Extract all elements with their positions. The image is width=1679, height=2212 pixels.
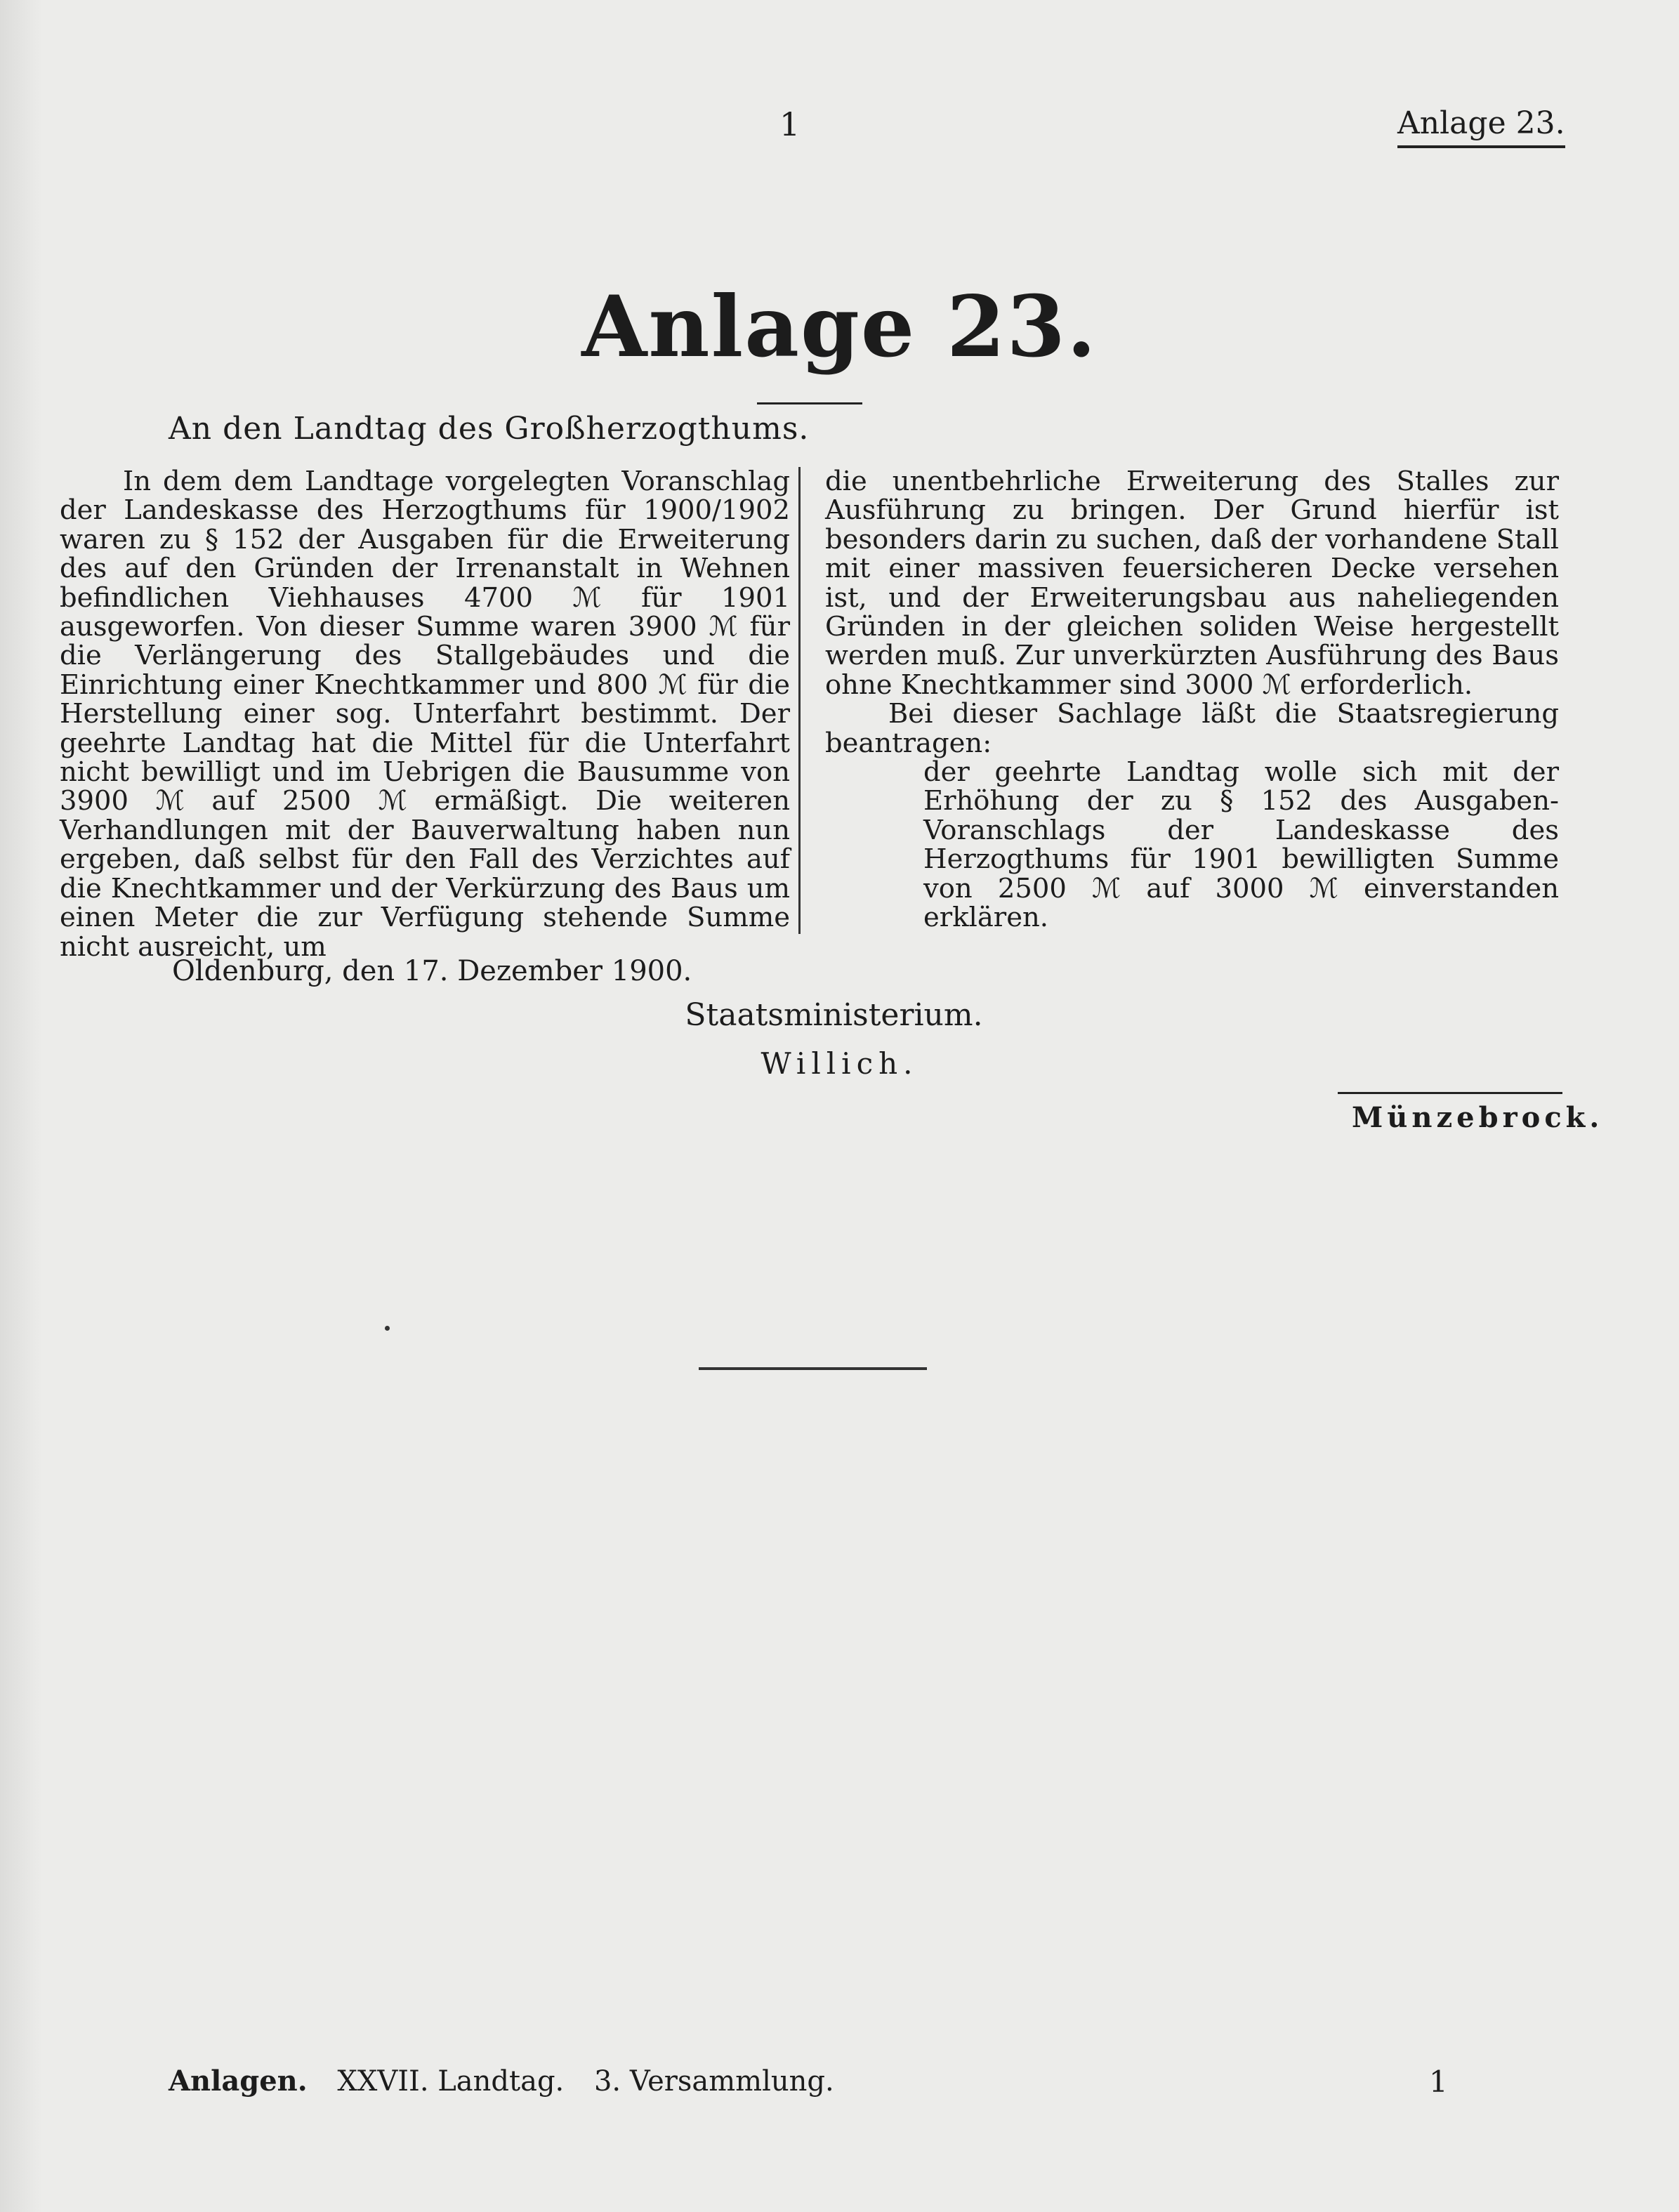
footer-session: 3. Versammlung. bbox=[593, 2065, 834, 2098]
footer-series: Anlagen. bbox=[169, 2065, 308, 2098]
document-title: Anlage 23. bbox=[581, 277, 1098, 376]
footer-assembly: XXVII. Landtag. bbox=[337, 2065, 565, 2098]
motion-text: der geehrte Landtag wolle sich mit der Erhöhung der zu § 152 des Ausgaben-Voranschlags der Landeskasse des Herzogthums für 1901 bewilligten Summe von 2500 ℳ auf 3000 ℳ einverstanden erklären. bbox=[923, 756, 1559, 934]
ink-speck bbox=[385, 1326, 390, 1331]
header-page-number: 1 bbox=[779, 105, 801, 143]
signature-minister: Willich. bbox=[761, 1046, 918, 1081]
body-paragraph-right-2: Bei dieser Sachlage läßt die Staatsregierung beantragen: bbox=[825, 698, 1559, 759]
header-annex-label: Anlage 23. bbox=[1397, 105, 1565, 148]
signature-ministry bbox=[0, 997, 1679, 1033]
body-paragraph-left: In dem dem Landtage vorgelegten Voranschlag der Landeskasse des Herzogthums für 1900/1902 waren zu § 152 der Ausgaben für die Erweiterung des auf den Gründen der Irrenanstalt in Wehnen befindlichen Viehhauses 4700 ℳ für 1901 ausgeworfen. Von dieser Summe waren 3900 ℳ für die Verlängerung des Stallgebäudes und die Einrichtung einer Knechtkammer und 800 ℳ für die Herstellung einer sog. Unterfahrt bestimmt. Der geehrte Landtag hat die Mittel für die Unterfahrt nicht bewilligt und im Uebrigen die Bausumme von 3900 ℳ auf 2500 ℳ ermäßigt. Die weiteren Verhandlungen mit der Bauverwaltung haben nun ergeben, daß selbst für den Fall des Verzichtes auf die Knechtkammer und der Verkürzung des Baus um einen Meter die zur Verfügung stehende Summe nicht ausreicht, um bbox=[60, 466, 790, 963]
body-paragraph-right-1: die unentbehrliche Erweiterung des Stalles zur Ausführung zu bringen. Der Grund hierfür ist besonders darin zu suchen, daß der vorhandene Stall mit einer massiven feuersicheren Decke versehen ist, und der Erweiterungsbau aus naheliegenden Gründen in der gleichen soliden Weise hergestellt werden muß. Zur unverkürzten Ausführung des Baus ohne Knechtkammer sind 3000 ℳ erforderlich. bbox=[825, 466, 1559, 701]
ministry-label: Staatsministerium. bbox=[685, 997, 983, 1033]
secretary-rule bbox=[1338, 1092, 1562, 1094]
place-date: Oldenburg, den 17. Dezember 1900. bbox=[172, 955, 692, 987]
title-divider bbox=[757, 402, 862, 404]
closing-rule bbox=[699, 1367, 927, 1370]
signature-secretary: Münzebrock. bbox=[1352, 1101, 1604, 1134]
footer-citation bbox=[169, 2065, 834, 2098]
footer-page-number: 1 bbox=[1429, 2065, 1448, 2099]
address-line: An den Landtag des Großherzogthums. bbox=[169, 411, 810, 447]
text-column-right bbox=[825, 467, 1559, 933]
text-column-left bbox=[60, 466, 801, 963]
